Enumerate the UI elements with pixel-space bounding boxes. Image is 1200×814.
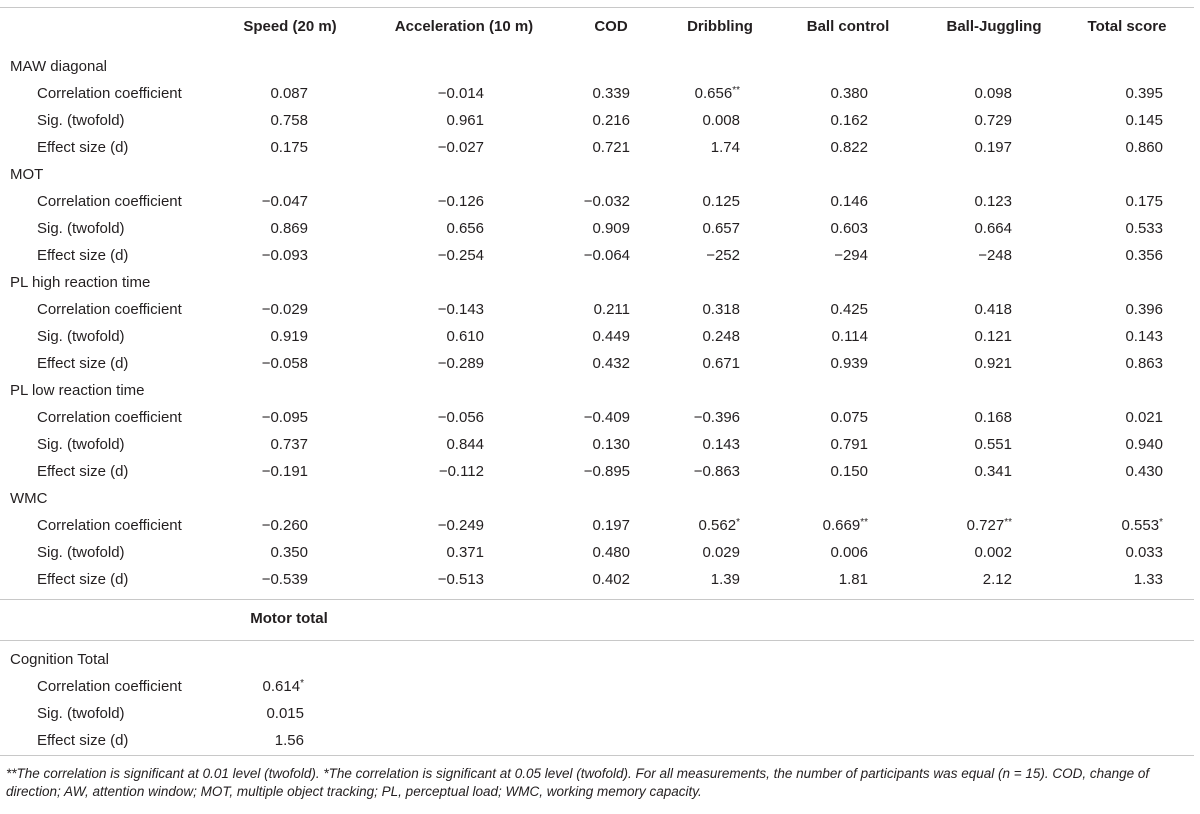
table-cell: 0.162 [830,112,868,129]
row-label: Correlation coefficient [37,193,182,210]
table-cell: 0.844 [446,436,484,453]
table-cell: 1.81 [838,571,868,588]
table-footnote: **The correlation is significant at 0.01 level (twofold). *The correlation is significant at 0.05 level (twofold). For all measurements, the number of participants was equal (n = 15). COD, change of direction; AW, attention window; MOT, multiple object tracking; PL, perceptual load; WMC, working memory capacity. [6,766,1150,799]
group-label: Cognition Total [10,651,109,668]
table-cell: −0.014 [437,85,484,102]
table-cell: −0.058 [261,355,308,372]
table-cell: 1.56 [274,732,304,749]
table-cell: 0.175 [1125,193,1163,210]
table-cell: 0.432 [592,355,630,372]
group-label: WMC [10,490,48,507]
table-cell: 0.216 [592,112,630,129]
table-cell: 0.551 [974,436,1012,453]
table-cell: 0.909 [592,220,630,237]
table-cell: 0.425 [830,301,868,318]
table-cell: 0.727** [966,517,1012,534]
table-cell: −0.027 [437,139,484,156]
table-cell: 0.130 [592,436,630,453]
table-section-rule [0,599,1194,600]
table-cell: 0.656 [446,220,484,237]
table-cell: 0.211 [593,301,630,318]
table-cell: −0.396 [693,409,740,426]
table-cell: 0.125 [702,193,740,210]
table-cell: 0.015 [266,705,304,722]
table-cell: 0.098 [974,85,1012,102]
table-cell: 0.380 [830,85,868,102]
table-cell: 0.729 [974,112,1012,129]
table-cell: −0.254 [437,247,484,264]
table-cell: 0.395 [1125,85,1163,102]
table-top-rule [0,7,1194,8]
row-label: Sig. (twofold) [37,544,125,561]
table-cell: 0.939 [830,355,868,372]
table-cell: 0.150 [830,463,868,480]
table-cell: 0.029 [702,544,740,561]
row-label: Correlation coefficient [37,409,182,426]
table-cell: −0.260 [261,517,308,534]
table-cell: 0.002 [974,544,1012,561]
table-cell: 0.248 [702,328,740,345]
row-label: Effect size (d) [37,139,129,156]
table-cell: −0.032 [583,193,630,210]
table-cell: −0.056 [437,409,484,426]
table-cell: −0.093 [261,247,308,264]
table-cell: −0.047 [261,193,308,210]
row-label: Correlation coefficient [37,85,182,102]
table-cell: 0.860 [1125,139,1163,156]
row-label: Sig. (twofold) [37,436,125,453]
table-cell: 0.614* [262,678,304,695]
table-cell: 0.197 [974,139,1012,156]
table-cell: 0.402 [592,571,630,588]
table-cell: 0.940 [1125,436,1163,453]
row-label: Effect size (d) [37,247,129,264]
table-cell: 0.430 [1125,463,1163,480]
table-cell: 0.371 [446,544,484,561]
table-cell: 0.919 [270,328,308,345]
row-label: Effect size (d) [37,463,129,480]
table-cell: 0.087 [270,85,308,102]
table-cell: −0.126 [437,193,484,210]
row-label: Sig. (twofold) [37,220,125,237]
table-cell: 0.657 [702,220,740,237]
table-cell: 0.008 [702,112,740,129]
table-cell: 0.396 [1125,301,1163,318]
table-cell: 0.168 [974,409,1012,426]
table-cell: −0.513 [437,571,484,588]
row-label: Effect size (d) [37,571,129,588]
table-cell: 0.758 [270,112,308,129]
table-cell: 0.350 [270,544,308,561]
group-label: MAW diagonal [10,58,107,75]
table-cell: 0.449 [592,328,630,345]
table-cell: 0.656** [694,85,740,102]
table-cell: 0.480 [592,544,630,561]
table-cell: 0.075 [830,409,868,426]
table-cell: 0.006 [830,544,868,561]
table-cell: −0.029 [261,301,308,318]
column-header: Dribbling [687,18,753,35]
table-cell: −0.191 [261,463,308,480]
table-cell: −0.539 [261,571,308,588]
table-cell: 0.721 [592,139,630,156]
table-cell: 0.610 [446,328,484,345]
table-cell: −0.289 [437,355,484,372]
table-cell: −0.112 [438,463,484,480]
group-label: PL low reaction time [10,382,145,399]
table-cell: 0.822 [830,139,868,156]
table-cell: 0.356 [1125,247,1163,264]
table-cell: 0.143 [702,436,740,453]
row-label: Sig. (twofold) [37,705,125,722]
table-cell: 1.74 [710,139,740,156]
table-cell: 0.318 [702,301,740,318]
table-cell: 0.145 [1125,112,1163,129]
table-cell: 2.12 [982,571,1012,588]
column-header: Ball control [806,18,890,35]
table-cell: 0.533 [1125,220,1163,237]
table-cell: 0.671 [702,355,740,372]
table-cell: 0.553* [1121,517,1163,534]
column-header: Speed (20 m) [243,18,337,35]
column-header: COD [594,18,628,35]
table-bottom-rule [0,755,1194,756]
table-cell: −0.095 [261,409,308,426]
table-cell: 0.863 [1125,355,1163,372]
table-cell: 0.143 [1125,328,1163,345]
table-cell: −0.895 [583,463,630,480]
table-cell: −0.064 [583,247,630,264]
table-cell: 1.39 [710,571,740,588]
table-cell: −252 [706,247,740,264]
row-label: Sig. (twofold) [37,328,125,345]
table-cell: −248 [978,247,1012,264]
table-cell: 0.175 [270,139,308,156]
table-cell: 0.033 [1125,544,1163,561]
row-label: Correlation coefficient [37,517,182,534]
table-cell: 0.664 [974,220,1012,237]
table-cell: 0.562* [698,517,740,534]
table-cell: 1.33 [1133,571,1163,588]
table-cell: 0.197 [592,517,630,534]
table-cell: −0.409 [583,409,630,426]
row-label: Correlation coefficient [37,678,182,695]
table-cell: 0.669** [822,517,868,534]
table-cell: 0.123 [974,193,1012,210]
table-cell: 0.869 [270,220,308,237]
table-header-rule [0,640,1194,641]
table-cell: 0.921 [974,355,1012,372]
group-label: MOT [10,166,44,183]
table-cell: 0.603 [830,220,868,237]
row-label: Correlation coefficient [37,301,182,318]
column-header: Ball-Juggling [946,18,1042,35]
row-label: Effect size (d) [37,732,129,749]
table-cell: −294 [834,247,868,264]
table-cell: 0.961 [446,112,484,129]
table-cell: 0.114 [831,328,868,345]
column-header: Total score [1087,18,1167,35]
group-label: PL high reaction time [10,274,151,291]
table-cell: 0.021 [1125,409,1163,426]
row-label: Effect size (d) [37,355,129,372]
table-cell: −0.249 [437,517,484,534]
table-cell: −0.143 [437,301,484,318]
table-cell: −0.863 [693,463,740,480]
table-cell: 0.341 [974,463,1012,480]
table-cell: 0.146 [830,193,868,210]
row-label: Sig. (twofold) [37,112,125,129]
table-cell: 0.791 [830,436,868,453]
table-cell: 0.121 [974,328,1012,345]
table-cell: 0.737 [270,436,308,453]
table-cell: 0.339 [592,85,630,102]
column-header: Acceleration (10 m) [394,18,534,35]
table-cell: 0.418 [974,301,1012,318]
column-header-motor-total: Motor total [250,610,328,627]
